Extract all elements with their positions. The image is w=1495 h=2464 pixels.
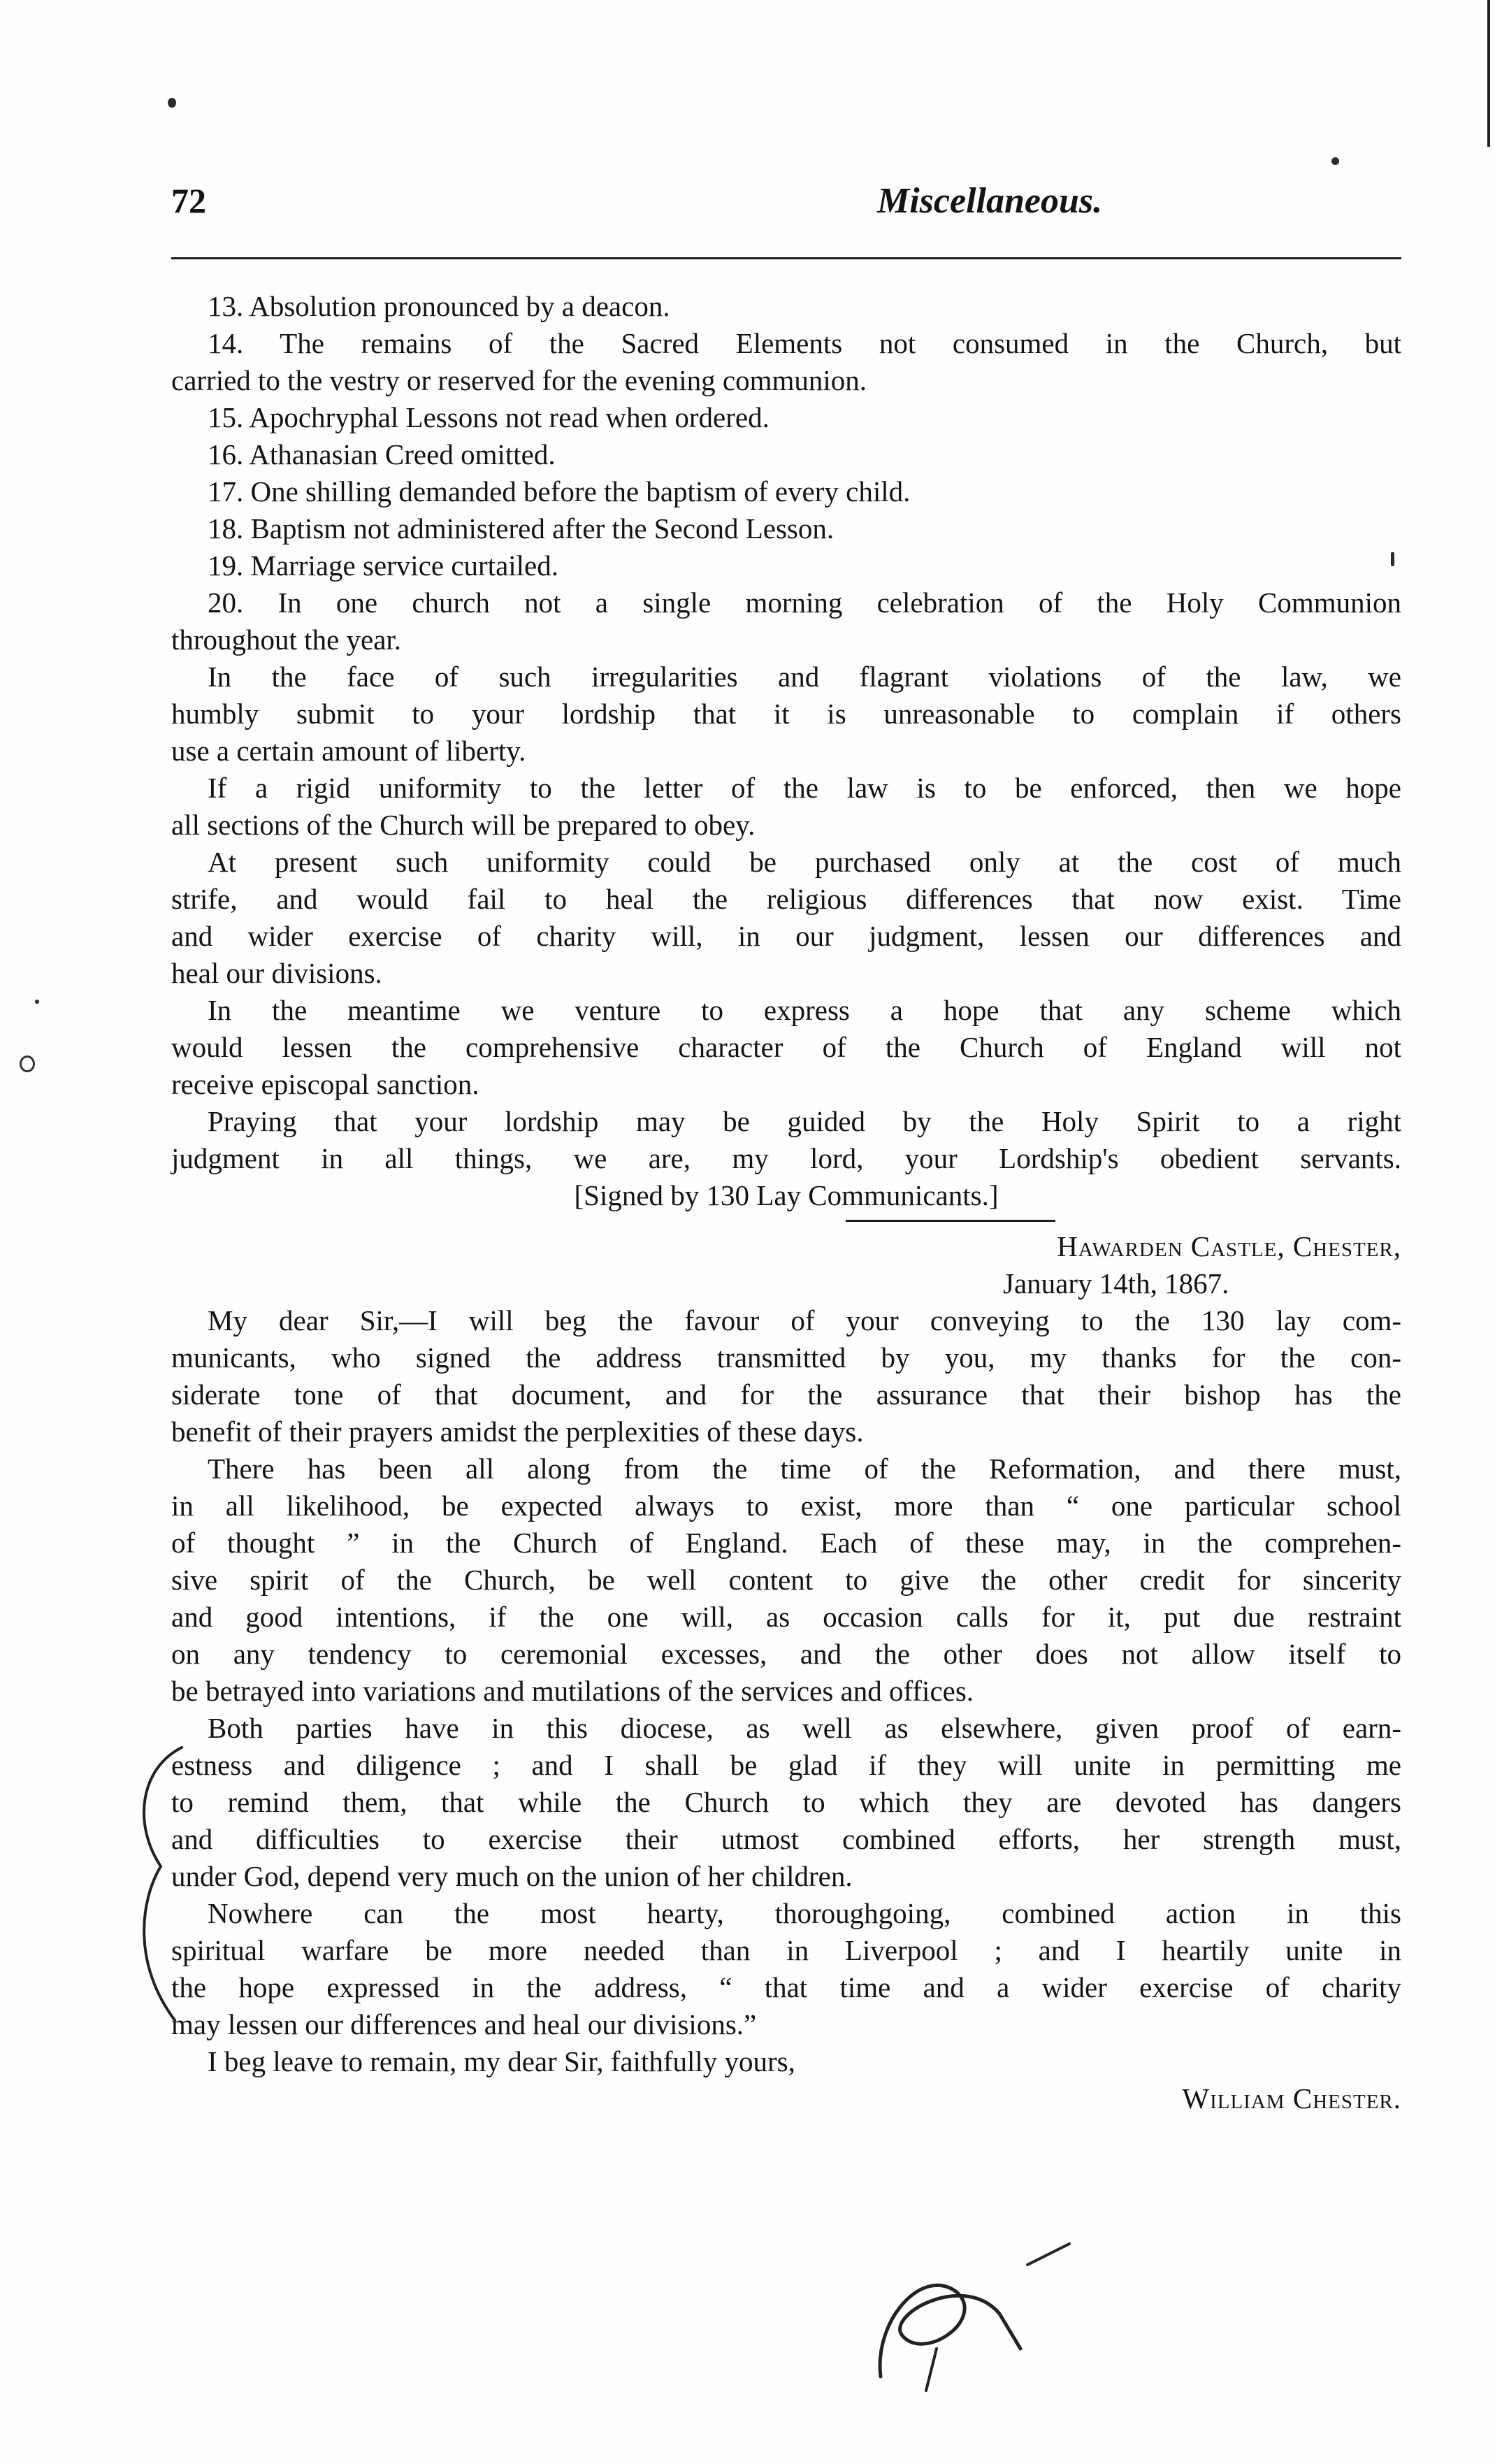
letter-line: to remind them, that while the Church to which they are devoted has dangers [171,1786,1401,1818]
ink-speck [20,1056,35,1072]
ink-speck [168,98,176,108]
pencil-scrawl [860,2216,1153,2398]
body-text [171,288,1401,2117]
running-head [171,180,1401,236]
section-divider [171,1214,1401,1228]
section-title: Miscellaneous. [877,181,1103,221]
letter-line: There has been all along from the time of the Reformation, and there must, [208,1453,1401,1485]
margin-bracket [133,1741,189,2034]
list-item: 18. Baptism not administered after the Second Lesson. [208,512,835,545]
letter-line: may lessen our differences and heal our divisions.” [171,2008,757,2040]
list-item: 16. Athanasian Creed omitted. [208,438,556,470]
divider-rule [846,1220,1055,1222]
letter-line: and difficulties to exercise their utmost combined efforts, her strength must, [171,1823,1401,1855]
letter-line: siderate tone of that document, and for the assurance that their bishop has the [171,1378,1401,1411]
paragraph-line: and wider exercise of charity will, in our judgment, lessen our differences and [171,920,1401,952]
letter-line: estness and diligence ; and I shall be glad if they will unite in permitting me [171,1749,1401,1781]
paragraph-line: In the meantime we venture to express a hope that any scheme which [208,994,1401,1026]
list-item: 13. Absolution pronounced by a deacon. [208,290,670,322]
paragraph-line: strife, and would fail to heal the religious differences that now exist. Time [171,883,1401,915]
paragraph-line: humbly submit to your lordship that it is unreasonable to complain if others [171,698,1401,730]
paragraph-line: use a certain amount of liberty. [171,735,526,767]
list-item: 17. One shilling demanded before the baptism of every child. [208,475,911,507]
letter-line: I beg leave to remain, my dear Sir, faithfully yours, [208,2045,795,2077]
paragraph-line: Praying that your lordship may be guided by the Holy Spirit to a right [208,1105,1401,1137]
list-item-continuation: carried to the vestry or reserved for the evening communion. [171,364,867,396]
list-item: 19. Marriage service curtailed. [208,549,559,582]
letter-line: in all likelihood, be expected always to exist, more than “ one particular school [171,1490,1401,1522]
letter-line: of thought ” in the Church of England. Each of these may, in the comprehen- [171,1527,1401,1559]
letter-line: and good intentions, if the one will, as occasion calls for it, put due restraint [171,1601,1401,1633]
letter-place: Hawarden Castle, Chester, [1057,1230,1401,1262]
paragraph-line: would lessen the comprehensive character of the Church of England will not [171,1031,1401,1063]
letter-line: under God, depend very much on the union of her children. [171,1860,853,1892]
page-number: 72 [171,181,206,220]
letter-date: January 14th, 1867. [1003,1267,1229,1299]
paragraph-line: judgment in all things, we are, my lord, your Lordship's obedient servants. [171,1142,1401,1174]
letter-signature: William Chester. [1182,2082,1401,2114]
letter-line: Nowhere can the most hearty, thoroughgoing, combined action in this [208,1897,1401,1929]
ink-speck [1391,552,1394,566]
letter-line: on any tendency to ceremonial excesses, and the other does not allow itself to [171,1638,1401,1670]
letter-line: Both parties have in this diocese, as well as elsewhere, given proof of earn- [208,1712,1401,1744]
letter-line: municants, who signed the address transmitted by you, my thanks for the con- [171,1341,1401,1374]
margin-ink-bar [1487,0,1490,147]
list-item: 15. Apochryphal Lessons not read when ordered. [208,401,770,433]
paragraph-line: heal our divisions. [171,957,382,989]
ink-speck [1331,157,1339,165]
signed-note: [Signed by 130 Lay Communicants.] [574,1179,999,1211]
letter-line: benefit of their prayers amidst the perplexities of these days. [171,1415,864,1448]
letter-line: be betrayed into variations and mutilations of the services and offices. [171,1675,974,1707]
letter-line: My dear Sir,—I will beg the favour of your conveying to the 130 lay com- [208,1304,1401,1337]
letter-line: the hope expressed in the address, “ that time and a wider exercise of charity [171,1971,1401,2003]
paragraph-line: receive episcopal sanction. [171,1068,479,1100]
list-item: 14. The remains of the Sacred Elements not consumed in the Church, but [208,327,1401,359]
paragraph-line: At present such uniformity could be purchased only at the cost of much [208,846,1401,878]
header-rule [171,257,1401,259]
paragraph-line: all sections of the Church will be prepared to obey. [171,809,756,841]
letter-line: sive spirit of the Church, be well content to give the other credit for sincerity [171,1564,1401,1596]
list-item: 20. In one church not a single morning celebration of the Holy Communion [208,586,1401,619]
paragraph-line: In the face of such irregularities and flagrant violations of the law, we [208,661,1401,693]
letter-line: spiritual warfare be more needed than in Liverpool ; and I heartily unite in [171,1934,1401,1966]
list-item-continuation: throughout the year. [171,624,402,656]
ink-speck [35,1000,39,1004]
paragraph-line: If a rigid uniformity to the letter of the law is to be enforced, then we hope [208,772,1401,804]
